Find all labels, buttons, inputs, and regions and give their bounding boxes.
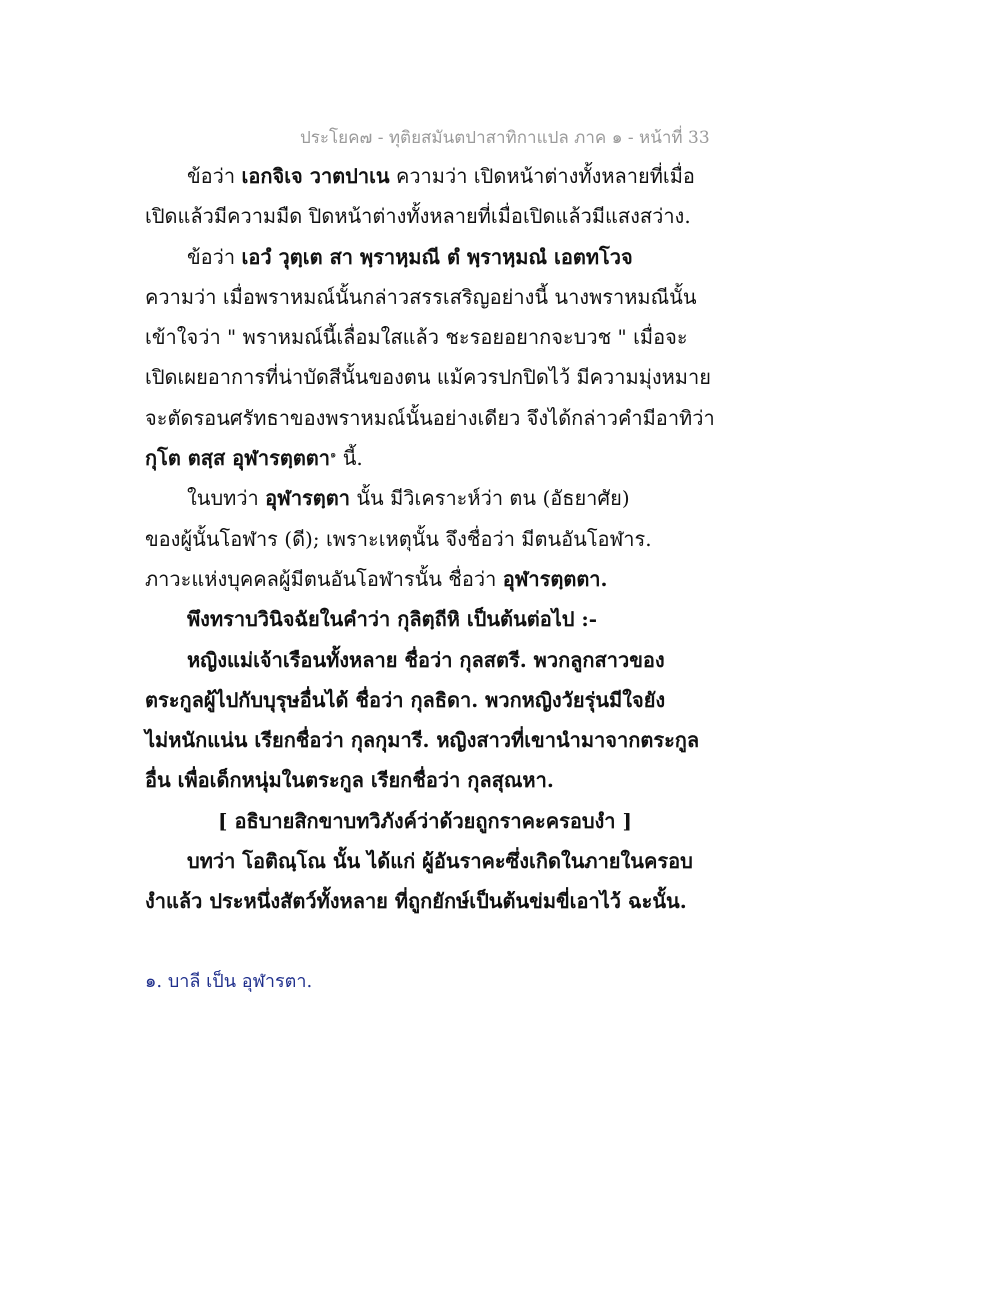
- paragraph-7-line-2: งำแล้ว ประหนึ่งสัตว์ทั้งหลาย ที่ถูกยักษ์เป็นต้นข่มขี่เอาไว้ ฉะนั้น.: [145, 889, 687, 914]
- page-header: ประโยค๗ - ทุติยสมันตปาสาทิกาแปล ภาค ๑ - หน้าที่ 33: [300, 128, 710, 148]
- paragraph-3-line-2: ของผู้นั้นโอฬาร (ดี); เพราะเหตุนั้น จึงชื่อว่า มีตนอันโอฬาร.: [145, 526, 652, 551]
- paragraph-7-line-1: บทว่า โอติณฺโณ นั้น ได้แก่ ผู้อันราคะซึ่งเกิดในภายในครอบ: [187, 849, 693, 874]
- paragraph-2-line-4: เปิดเผยอาการที่น่าบัดสีนั้นของตน แม้ควรปกปิดไว้ มีความมุ่งหมาย: [145, 365, 711, 390]
- paragraph-1-line-2: เปิดแล้วมีความมืด ปิดหน้าต่างทั้งหลายที่เมื่อเปิดแล้วมีแสงสว่าง.: [145, 204, 691, 229]
- paragraph-2-line-3: เข้าใจว่า " พราหมณ์นี้เลื่อมใสแล้ว ชะรอยอยากจะบวช " เมื่อจะ: [145, 325, 688, 350]
- paragraph-5-line-3: ไม่หนักแน่น เรียกชื่อว่า กุลกุมารี. หญิงสาวที่เขานำมาจากตระกูล: [145, 728, 700, 753]
- pali-term: อุฬารตฺตตา.: [502, 566, 608, 591]
- paragraph-4-line-1: พึงทราบวินิจฉัยในคำว่า กุลิตฺถีหิ เป็นต้นต่อไป :-: [187, 607, 598, 632]
- paragraph-2-line-6: กุโต ตสฺส อุฬารตฺตตา$^๑$ นี้.: [145, 446, 363, 471]
- paragraph-3-line-3: ภาวะแห่งบุคคลผู้มีตนอันโอฬารนั้น ชื่อว่า อุฬารตฺตตา.: [145, 566, 608, 591]
- pali-term: กุโต ตสฺส อุฬารตฺตตา: [145, 446, 331, 471]
- pali-term: เอวํ วุตฺเต สา พฺราหฺมณี ตํ พฺราหฺมณํ เอตทโวจ: [241, 244, 633, 269]
- footnote: ๑. บาลี เป็น อุฬารตา.: [145, 971, 313, 992]
- paragraph-3-line-1: ในบทว่า อุฬารตฺตา นั้น มีวิเคราะห์ว่า ตน (อัธยาศัย): [187, 486, 630, 511]
- body-text: [145, 156, 715, 922]
- paragraph-2-line-1: ข้อว่า เอวํ วุตฺเต สา พฺราหฺมณี ตํ พฺราหฺมณํ เอตทโวจ: [187, 244, 633, 269]
- section-heading: [ อธิบายสิกขาบทวิภังค์ว่าด้วยถูกราคะครอบงำ ]: [218, 808, 632, 833]
- paragraph-5-line-1: หญิงแม่เจ้าเรือนทั้งหลาย ชื่อว่า กุลสตรี. พวกลูกสาวของ: [187, 647, 665, 672]
- paragraph-2-line-2: ความว่า เมื่อพราหมณ์นั้นกล่าวสรรเสริญอย่างนี้ นางพราหมณีนั้น: [145, 284, 697, 309]
- footnote-marker: ๑: [330, 449, 337, 461]
- paragraph-2-line-5: จะตัดรอนศรัทธาของพราหมณ์นั้นอย่างเดียว จึงได้กล่าวคำมีอาทิว่า: [145, 405, 715, 430]
- paragraph-1-line-1: ข้อว่า เอกจิเจ วาตปาเน ความว่า เปิดหน้าต่างทั้งหลายที่เมื่อ: [187, 164, 695, 188]
- paragraph-5-line-4: อื่น เพื่อเด็กหนุ่มในตระกูล เรียกชื่อว่า กุลสุณหา.: [145, 768, 554, 793]
- pali-term: อุฬารตฺตา: [265, 486, 351, 511]
- pali-term: เอกจิเจ วาตปาเน: [241, 164, 390, 188]
- paragraph-5-line-2: ตระกูลผู้ไปกับบุรุษอื่นได้ ชื่อว่า กุลธิดา. พวกหญิงวัยรุ่นมีใจยัง: [145, 687, 666, 712]
